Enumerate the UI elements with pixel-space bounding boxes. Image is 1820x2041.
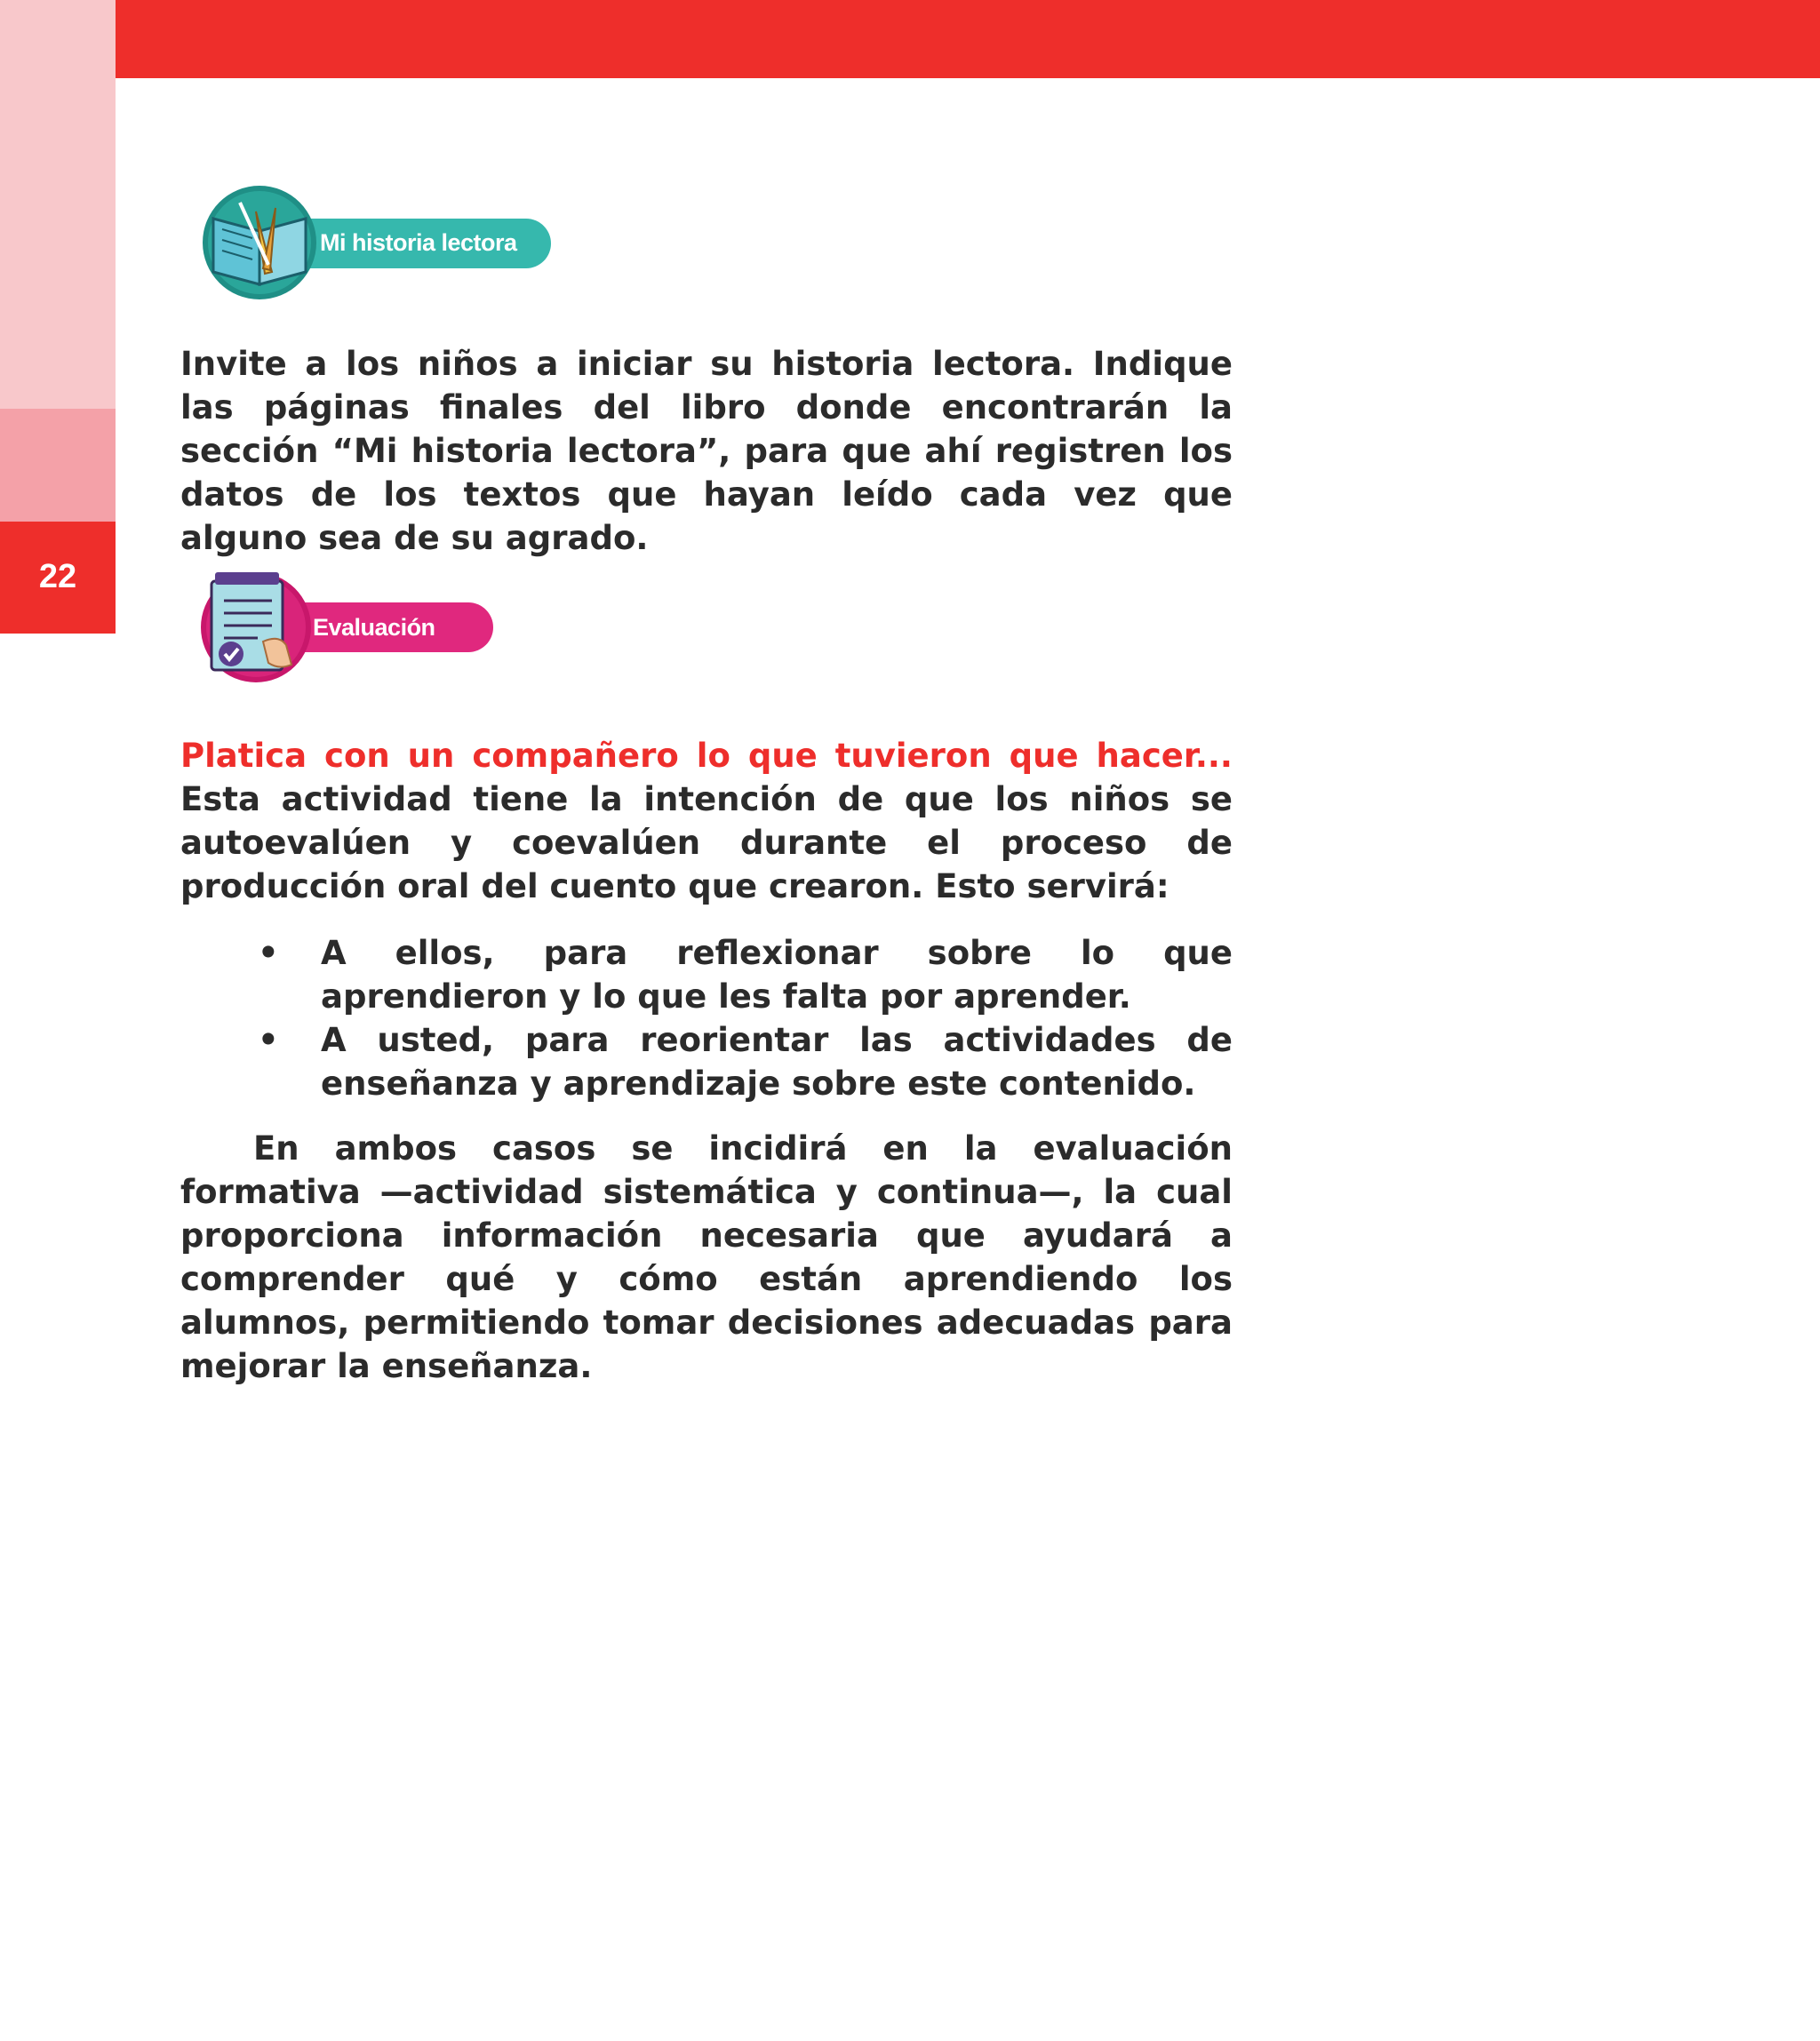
badge-label: Mi historia lectora — [320, 229, 517, 256]
closing-paragraph: En ambos casos se incidirá en la evaluación formativa —actividad sistemática y continua—, la cual proporciona información necesaria que ayudará a comprender qué y cómo están aprendiendo los alumnos, permitiendo tomar decisiones adecuadas para mejorar la enseñanza. — [180, 1129, 1233, 1385]
section-badge-mi-historia-lectora — [187, 176, 560, 309]
historia-paragraph: Invite a los niños a iniciar su historia lectora. Indique las páginas finales del libro donde encontrarán la sección “Mi historia lectora”, para que ahí registren los datos de los textos que hayan leído cada vez que alguno sea de su agrado. — [180, 345, 1233, 557]
list-item — [253, 1018, 1233, 1105]
evaluacion-body-text: Esta actividad tiene la intención de que los niños se autoevalúen y coevalúen durante el proceso de producción oral del cuento que crearon. Esto servirá: — [180, 780, 1233, 905]
checklist-clipboard-icon — [212, 572, 291, 670]
evaluacion-lead-text: Platica con un compañero lo que tuvieron que hacer... — [180, 737, 1233, 775]
badge-label: Evaluación — [313, 614, 435, 641]
evaluacion-paragraph — [180, 734, 1233, 908]
side-margin-accent — [0, 409, 116, 522]
list-item — [253, 931, 1233, 1018]
page-number: 22 — [38, 558, 77, 595]
bullet-icon: • — [258, 934, 279, 972]
side-margin-strip — [0, 0, 116, 409]
evaluacion-bullet-list — [253, 931, 1233, 1105]
bullet-icon: • — [258, 1021, 279, 1059]
section-badge-evaluacion — [187, 560, 498, 691]
bullet-text: A ellos, para reflexionar sobre lo que aprendieron y lo que les falta por aprender. — [321, 934, 1233, 1016]
top-header-bar — [116, 0, 1820, 78]
bullet-text: A usted, para reorientar las actividades de enseñanza y aprendizaje sobre este contenido. — [321, 1021, 1233, 1103]
